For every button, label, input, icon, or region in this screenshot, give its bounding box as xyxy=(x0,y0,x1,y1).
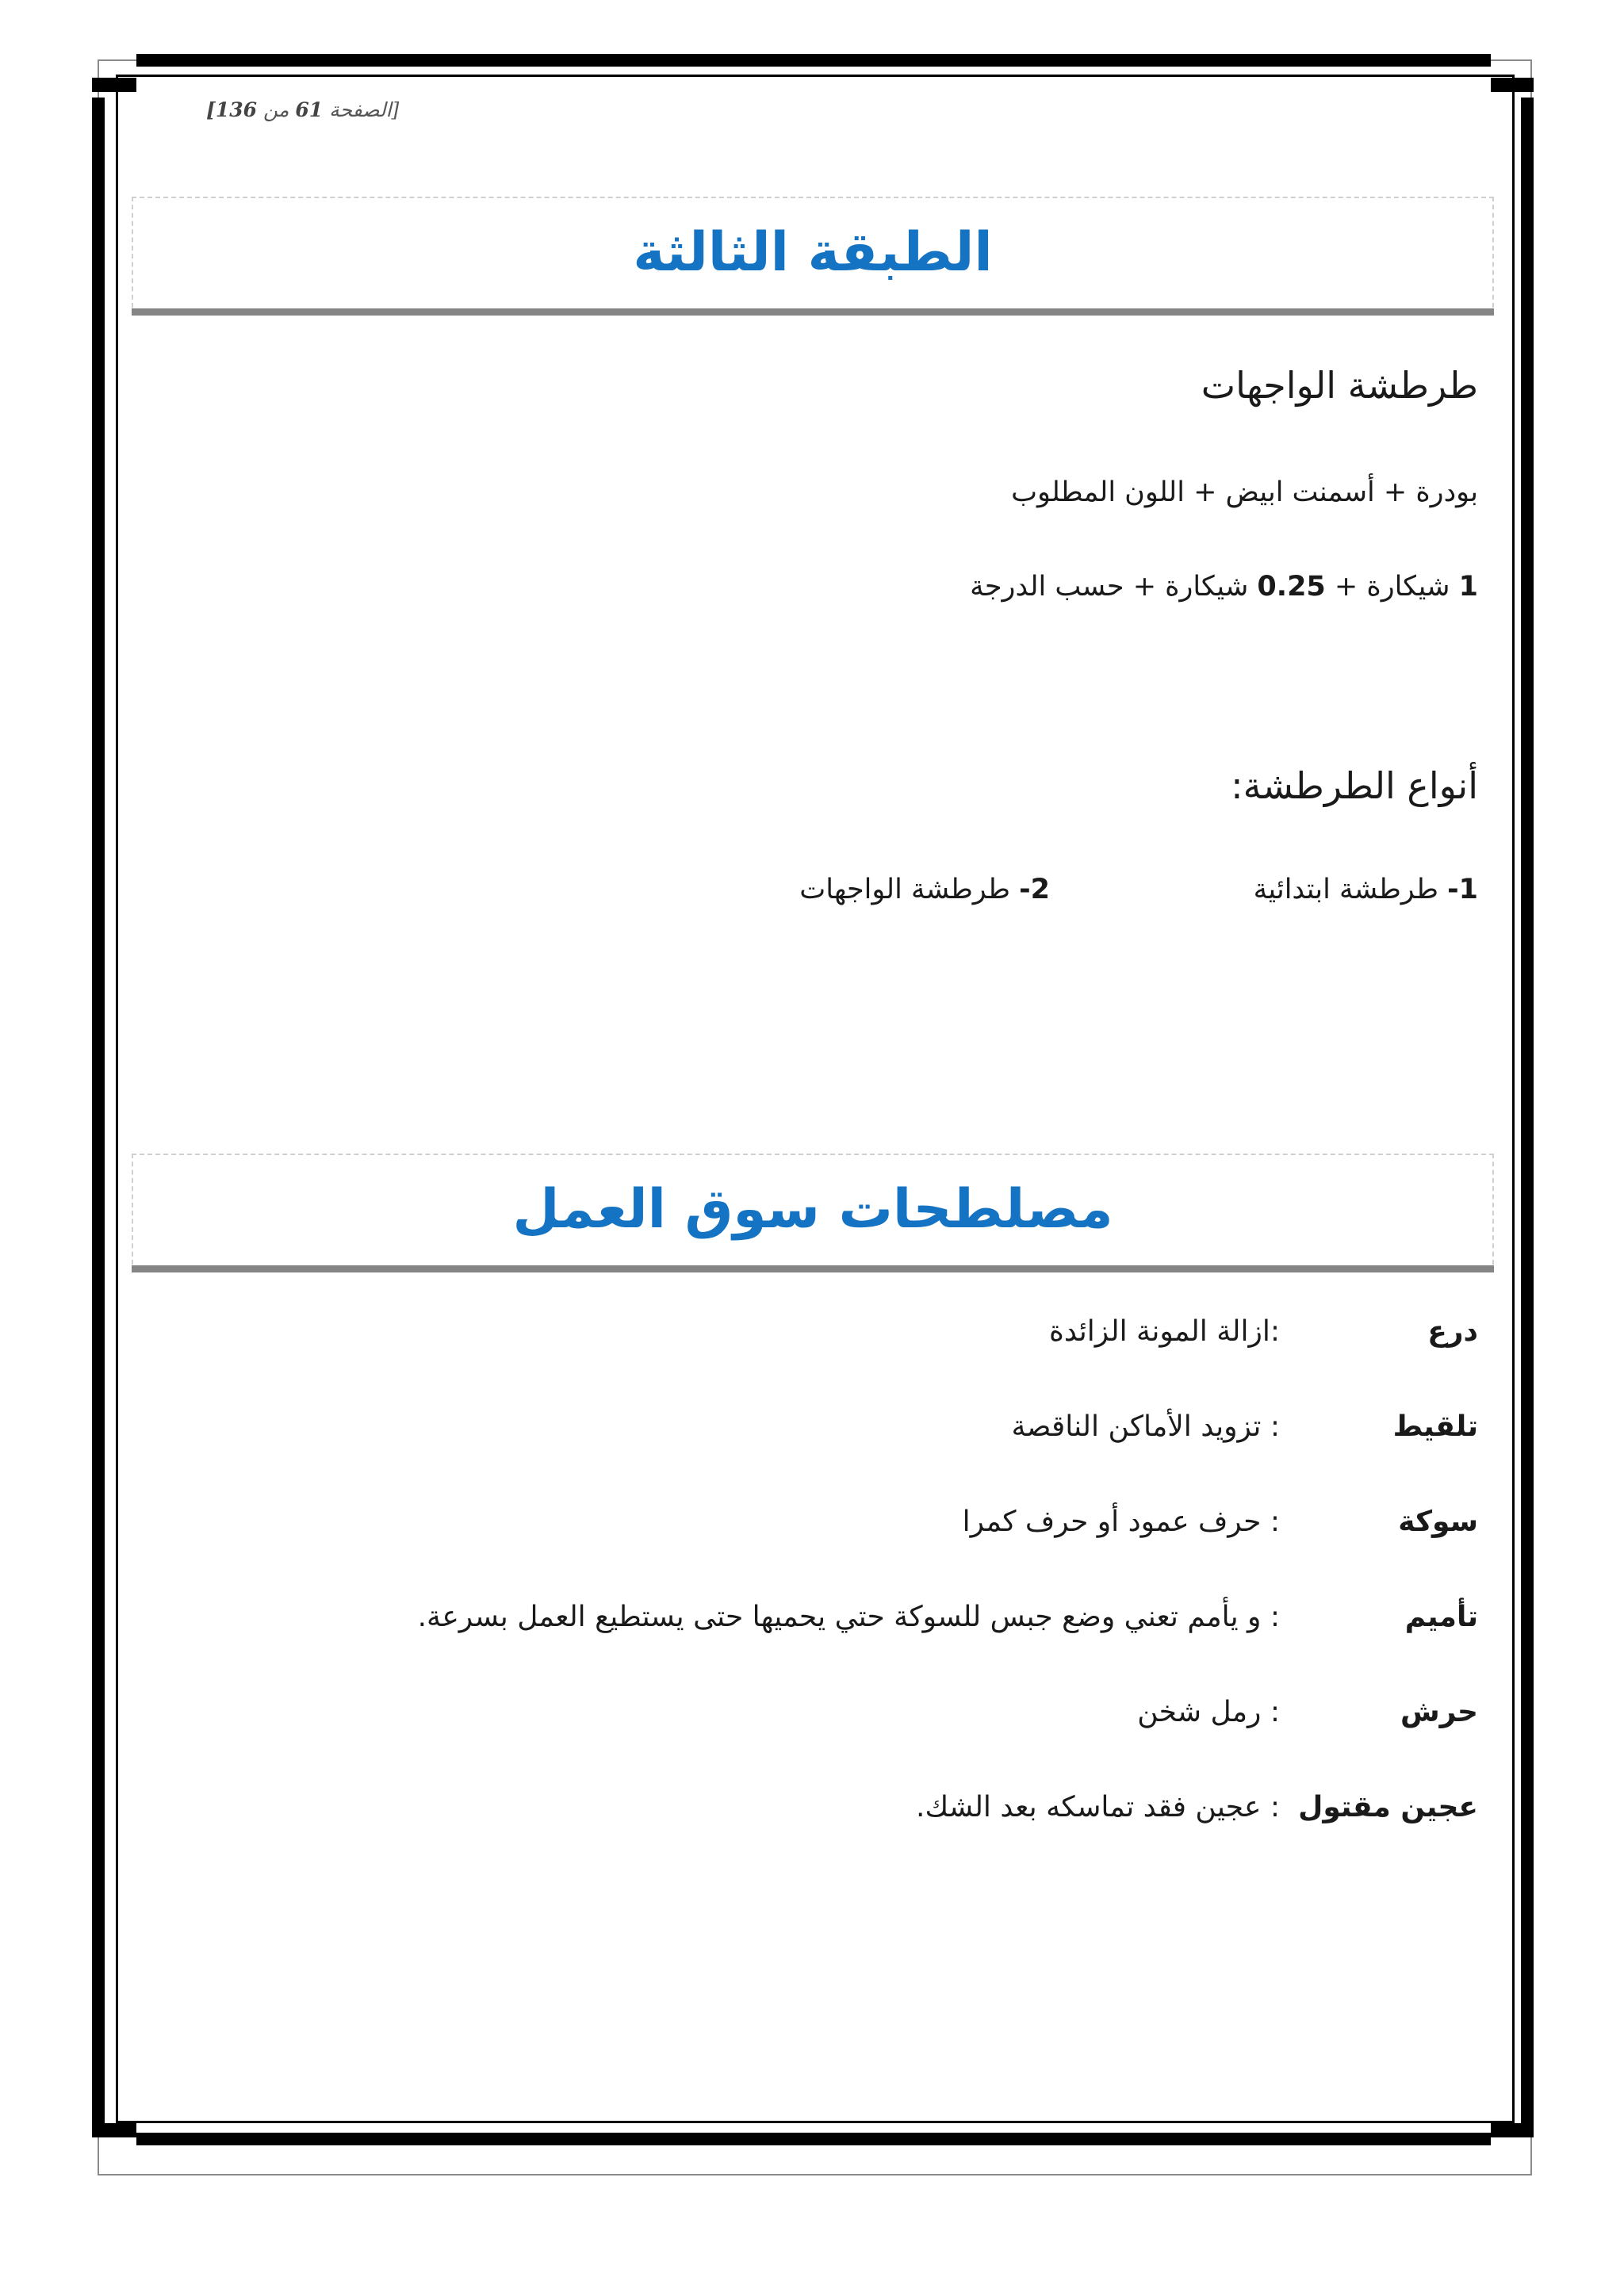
subheading: طرطشة الواجهات xyxy=(1201,364,1478,407)
glossary-row xyxy=(209,1315,1478,1357)
glossary-definition: :ازالة المونة الزائدة xyxy=(1049,1315,1280,1348)
border-bar-bottom xyxy=(136,2133,1491,2145)
glossary-term: عجين مقتول xyxy=(1298,1791,1478,1823)
glossary-definition: : رمل شخن xyxy=(1137,1696,1280,1728)
list-item-label: طرطشة ابتدائية xyxy=(1253,874,1438,905)
glossary-row xyxy=(209,1793,1478,1833)
border-bar-top xyxy=(136,54,1491,67)
glossary-row xyxy=(209,1508,1478,1548)
glossary-definition: : تزويد الأماكن الناقصة xyxy=(1011,1410,1280,1443)
page-number xyxy=(206,98,399,121)
page-number-total: 136] xyxy=(206,98,258,121)
page-number-prefix: [الصفحة xyxy=(329,98,400,121)
mix-formula: بودرة + أسمنت ابيض + اللون المطلوب xyxy=(1011,476,1478,508)
border-corner xyxy=(1491,2123,1534,2137)
list-item-label: طرطشة الواجهات xyxy=(799,874,1010,905)
mix-ratio-quantity: 0.25 xyxy=(1257,571,1326,603)
mix-ratio xyxy=(970,573,1478,601)
page-number-current: 61 xyxy=(295,98,324,121)
section-title-box xyxy=(132,197,1494,308)
types-heading: أنواع الطرطشة: xyxy=(1231,764,1478,807)
glossary-row xyxy=(209,1410,1478,1452)
glossary-term: حرش xyxy=(1400,1696,1478,1728)
border-corner xyxy=(92,2123,136,2137)
section-title: مصلطحات سوق العمل xyxy=(512,1178,1113,1241)
border-bar-left xyxy=(92,98,105,2123)
mix-ratio-number: 1 xyxy=(1458,571,1478,603)
glossary-term: تلقيط xyxy=(1392,1410,1478,1443)
glossary-term: تأميم xyxy=(1404,1601,1478,1633)
glossary-row xyxy=(209,1698,1478,1738)
glossary-term: سوكة xyxy=(1398,1506,1478,1538)
list-item xyxy=(1254,876,1478,904)
mix-ratio-text-a: شيكارة + xyxy=(1334,571,1450,603)
section-title-box xyxy=(132,1154,1494,1265)
glossary-row xyxy=(209,1603,1478,1643)
list-item-number: 2- xyxy=(1019,874,1050,905)
border-bar-right xyxy=(1521,98,1534,2123)
page-number-middle: من xyxy=(262,98,289,121)
glossary-term: درع xyxy=(1427,1315,1478,1348)
mix-ratio-text-b: شيكارة + حسب الدرجة xyxy=(970,571,1249,603)
list-item-number: 1- xyxy=(1447,874,1478,905)
section-title: الطبقة الثالثة xyxy=(633,221,993,284)
list-item xyxy=(799,876,1050,904)
glossary-definition: : و يأمم تعني وضع جبس للسوكة حتي يحميها حتى يستطيع العمل بسرعة. xyxy=(417,1601,1280,1633)
glossary-definition: : حرف عمود أو حرف كمرا xyxy=(962,1506,1280,1538)
glossary-definition: : عجين فقد تماسكه بعد الشك. xyxy=(916,1791,1280,1823)
